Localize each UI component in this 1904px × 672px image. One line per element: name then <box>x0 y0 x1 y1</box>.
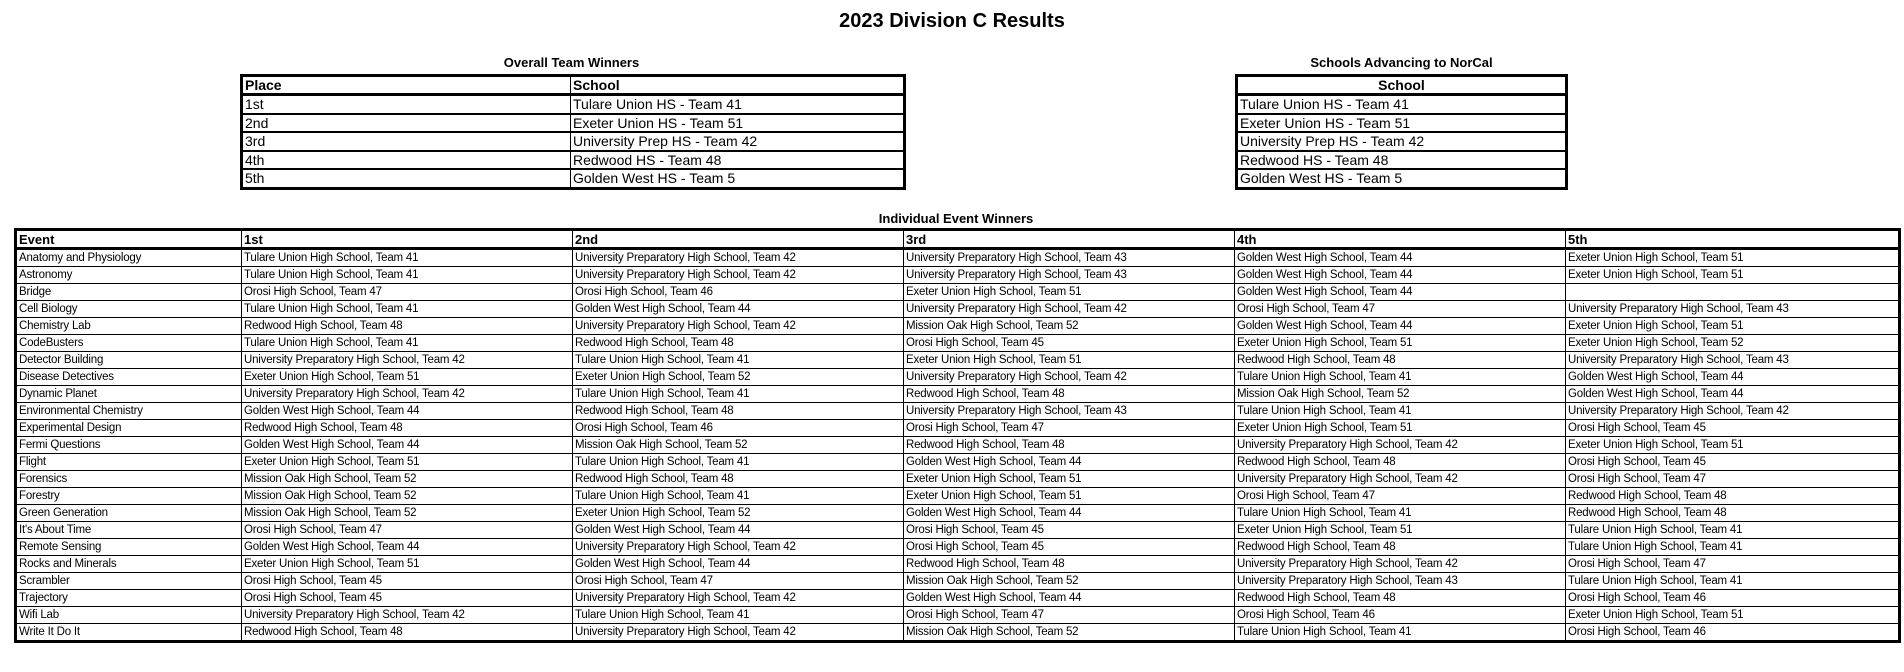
third-place-cell: Exeter Union High School, Team 51 <box>904 284 1235 301</box>
event-name-cell: Write It Do It <box>16 624 242 642</box>
event-row <box>16 403 1900 420</box>
overall-row <box>242 114 905 133</box>
school-cell: University Prep HS - Team 42 <box>1237 132 1567 151</box>
fifth-place-cell: Golden West High School, Team 44 <box>1566 369 1900 386</box>
event-row <box>16 505 1900 522</box>
overall-row <box>242 132 905 151</box>
first-place-cell: Redwood High School, Team 48 <box>242 318 573 335</box>
second-place-cell: Orosi High School, Team 46 <box>573 420 904 437</box>
second-place-cell: University Preparatory High School, Team 42 <box>573 624 904 642</box>
fifth-place-cell: University Preparatory High School, Team 43 <box>1566 352 1900 369</box>
fifth-place-cell: Orosi High School, Team 45 <box>1566 454 1900 471</box>
event-row <box>16 301 1900 318</box>
school-cell: University Prep HS - Team 42 <box>571 132 905 151</box>
fifth-place-cell: University Preparatory High School, Team 43 <box>1566 301 1900 318</box>
event-name-cell: Scrambler <box>16 573 242 590</box>
event-row <box>16 488 1900 505</box>
first-place-cell: Orosi High School, Team 47 <box>242 284 573 301</box>
overall-header-row <box>242 76 905 95</box>
events-header-2nd: 2nd <box>573 230 904 249</box>
event-name-cell: Detector Building <box>16 352 242 369</box>
event-row <box>16 335 1900 352</box>
events-header-3rd: 3rd <box>904 230 1235 249</box>
advancing-row <box>1237 151 1567 170</box>
first-place-cell: Golden West High School, Team 44 <box>242 437 573 454</box>
event-row <box>16 420 1900 437</box>
page-title: 2023 Division C Results <box>839 10 1065 32</box>
school-cell: Tulare Union HS - Team 41 <box>1237 95 1567 114</box>
event-row <box>16 249 1900 267</box>
event-row <box>16 607 1900 624</box>
fifth-place-cell: Orosi High School, Team 46 <box>1566 590 1900 607</box>
advancing-header-school: School <box>1237 76 1567 95</box>
event-name-cell: Dynamic Planet <box>16 386 242 403</box>
event-row <box>16 352 1900 369</box>
event-row <box>16 318 1900 335</box>
event-name-cell: Trajectory <box>16 590 242 607</box>
third-place-cell: University Preparatory High School, Team 43 <box>904 267 1235 284</box>
first-place-cell: Golden West High School, Team 44 <box>242 403 573 420</box>
third-place-cell: Exeter Union High School, Team 51 <box>904 352 1235 369</box>
event-name-cell: Wifi Lab <box>16 607 242 624</box>
events-header-row <box>16 230 1900 249</box>
overall-row <box>242 169 905 188</box>
event-winners-table <box>14 228 1901 643</box>
second-place-cell: Mission Oak High School, Team 52 <box>573 437 904 454</box>
school-cell: Exeter Union HS - Team 51 <box>571 114 905 133</box>
event-name-cell: Environmental Chemistry <box>16 403 242 420</box>
advancing-row <box>1237 114 1567 133</box>
fourth-place-cell: Tulare Union High School, Team 41 <box>1235 403 1566 420</box>
first-place-cell: Exeter Union High School, Team 51 <box>242 556 573 573</box>
event-name-cell: Remote Sensing <box>16 539 242 556</box>
fifth-place-cell: Tulare Union High School, Team 41 <box>1566 539 1900 556</box>
second-place-cell: University Preparatory High School, Team 42 <box>573 249 904 267</box>
second-place-cell: Orosi High School, Team 47 <box>573 573 904 590</box>
event-name-cell: Rocks and Minerals <box>16 556 242 573</box>
second-place-cell: Golden West High School, Team 44 <box>573 522 904 539</box>
fifth-place-cell <box>1566 284 1900 301</box>
first-place-cell: University Preparatory High School, Team 42 <box>242 352 573 369</box>
third-place-cell: Mission Oak High School, Team 52 <box>904 624 1235 642</box>
third-place-cell: Mission Oak High School, Team 52 <box>904 318 1235 335</box>
fifth-place-cell: Orosi High School, Team 46 <box>1568 626 1706 638</box>
school-cell: Golden West HS - Team 5 <box>571 169 905 188</box>
events-header-4th: 4th <box>1235 230 1566 249</box>
event-row <box>16 437 1900 454</box>
fifth-place-cell: Exeter Union High School, Team 51 <box>1566 318 1900 335</box>
fifth-place-cell: Exeter Union High School, Team 51 <box>1566 437 1900 454</box>
school-cell: Redwood HS - Team 48 <box>1237 151 1567 170</box>
third-place-cell: Exeter Union High School, Team 51 <box>904 488 1235 505</box>
third-place-cell: Orosi High School, Team 45 <box>904 539 1235 556</box>
event-row <box>16 267 1900 284</box>
fourth-place-cell: Exeter Union High School, Team 51 <box>1235 522 1566 539</box>
event-row <box>16 284 1900 301</box>
fifth-place-cell: Exeter Union High School, Team 52 <box>1566 335 1900 352</box>
fourth-place-cell: Mission Oak High School, Team 52 <box>1235 386 1566 403</box>
first-place-cell: Mission Oak High School, Team 52 <box>242 488 573 505</box>
first-place-cell: Tulare Union High School, Team 41 <box>242 249 573 267</box>
school-cell: Redwood HS - Team 48 <box>571 151 905 170</box>
first-place-cell: Orosi High School, Team 47 <box>242 522 573 539</box>
event-row <box>16 539 1900 556</box>
third-place-cell: University Preparatory High School, Team 42 <box>904 301 1235 318</box>
second-place-cell: University Preparatory High School, Team 42 <box>573 539 904 556</box>
school-cell: Golden West HS - Team 5 <box>1240 170 1403 187</box>
fourth-place-cell: Golden West High School, Team 44 <box>1235 249 1566 267</box>
fourth-place-cell: Exeter Union High School, Team 51 <box>1235 335 1566 352</box>
third-place-cell: University Preparatory High School, Team 43 <box>904 249 1235 267</box>
first-place-cell: Redwood High School, Team 48 <box>242 420 573 437</box>
event-row <box>16 556 1900 573</box>
event-name-cell: Flight <box>16 454 242 471</box>
overall-header-place: Place <box>242 76 571 95</box>
fifth-place-cell: Redwood High School, Team 48 <box>1566 505 1900 522</box>
fourth-place-cell: University Preparatory High School, Team 43 <box>1235 573 1566 590</box>
events-header-1st: 1st <box>242 230 573 249</box>
second-place-cell: Exeter Union High School, Team 52 <box>573 505 904 522</box>
event-name-cell: Cell Biology <box>16 301 242 318</box>
event-row <box>16 573 1900 590</box>
first-place-cell: Tulare Union High School, Team 41 <box>242 335 573 352</box>
place-cell: 2nd <box>242 114 571 133</box>
second-place-cell: Redwood High School, Team 48 <box>573 471 904 488</box>
first-place-cell: Exeter Union High School, Team 51 <box>242 454 573 471</box>
events-header-event: Event <box>16 230 242 249</box>
first-place-cell: University Preparatory High School, Team 42 <box>242 386 573 403</box>
school-cell: Tulare Union HS - Team 41 <box>571 95 905 114</box>
fifth-place-cell: Tulare Union High School, Team 41 <box>1566 573 1900 590</box>
fourth-place-cell: Orosi High School, Team 47 <box>1235 488 1566 505</box>
event-row <box>16 522 1900 539</box>
fourth-place-cell: Exeter Union High School, Team 51 <box>1235 420 1566 437</box>
fifth-place-cell: Tulare Union High School, Team 41 <box>1566 522 1900 539</box>
fourth-place-cell: University Preparatory High School, Team 42 <box>1235 471 1566 488</box>
second-place-cell: Golden West High School, Team 44 <box>573 301 904 318</box>
fourth-place-cell: Redwood High School, Team 48 <box>1235 590 1566 607</box>
first-place-cell: University Preparatory High School, Team 42 <box>242 607 573 624</box>
first-place-cell: Mission Oak High School, Team 52 <box>242 471 573 488</box>
first-place-cell: Mission Oak High School, Team 52 <box>242 505 573 522</box>
fourth-place-cell: Tulare Union High School, Team 41 <box>1235 624 1566 642</box>
place-cell: 4th <box>242 151 571 170</box>
third-place-cell: Orosi High School, Team 45 <box>904 522 1235 539</box>
fifth-place-cell: Golden West High School, Team 44 <box>1566 386 1900 403</box>
first-place-cell: Orosi High School, Team 45 <box>242 573 573 590</box>
third-place-cell: Redwood High School, Team 48 <box>904 556 1235 573</box>
fifth-place-cell: Exeter Union High School, Team 51 <box>1566 267 1900 284</box>
fifth-place-cell: University Preparatory High School, Team 42 <box>1566 403 1900 420</box>
advancing-header-row <box>1237 76 1567 95</box>
overall-winners-title: Overall Team Winners <box>503 55 640 70</box>
second-place-cell: Tulare Union High School, Team 41 <box>573 454 904 471</box>
event-name-cell: Experimental Design <box>16 420 242 437</box>
fourth-place-cell: Redwood High School, Team 48 <box>1235 539 1566 556</box>
school-cell: Exeter Union HS - Team 51 <box>1237 114 1567 133</box>
fifth-place-cell: Redwood High School, Team 48 <box>1566 488 1900 505</box>
third-place-cell: University Preparatory High School, Team 42 <box>904 369 1235 386</box>
first-place-cell: Golden West High School, Team 44 <box>242 539 573 556</box>
fifth-place-cell: Orosi High School, Team 45 <box>1566 420 1900 437</box>
second-place-cell: University Preparatory High School, Team 42 <box>573 267 904 284</box>
event-row <box>16 624 1900 642</box>
event-name-cell: Fermi Questions <box>16 437 242 454</box>
fifth-place-cell: Exeter Union High School, Team 51 <box>1566 249 1900 267</box>
fifth-place-cell: Exeter Union High School, Team 51 <box>1566 607 1900 624</box>
second-place-cell: Tulare Union High School, Team 41 <box>573 386 904 403</box>
second-place-cell: Tulare Union High School, Team 41 <box>573 488 904 505</box>
event-row <box>16 471 1900 488</box>
place-cell: 3rd <box>242 132 571 151</box>
fourth-place-cell: Golden West High School, Team 44 <box>1235 318 1566 335</box>
second-place-cell: Tulare Union High School, Team 41 <box>573 607 904 624</box>
third-place-cell: Exeter Union High School, Team 51 <box>904 471 1235 488</box>
overall-header-school: School <box>571 76 905 95</box>
event-name-cell: Forensics <box>16 471 242 488</box>
first-place-cell: Tulare Union High School, Team 41 <box>242 301 573 318</box>
event-name-cell: Green Generation <box>16 505 242 522</box>
third-place-cell: Redwood High School, Team 48 <box>904 437 1235 454</box>
event-name-cell: Astronomy <box>16 267 242 284</box>
overall-row <box>242 95 905 114</box>
fourth-place-cell: Tulare Union High School, Team 41 <box>1235 369 1566 386</box>
overall-winners-table <box>240 74 906 190</box>
event-row <box>16 386 1900 403</box>
fifth-place-cell: Orosi High School, Team 47 <box>1566 471 1900 488</box>
event-row <box>16 590 1900 607</box>
event-name-cell: Forestry <box>16 488 242 505</box>
second-place-cell: Redwood High School, Team 48 <box>573 335 904 352</box>
second-place-cell: Golden West High School, Team 44 <box>573 556 904 573</box>
event-name-cell: Disease Detectives <box>16 369 242 386</box>
first-place-cell: Orosi High School, Team 45 <box>242 590 573 607</box>
third-place-cell: University Preparatory High School, Team 43 <box>904 403 1235 420</box>
event-name-cell: Bridge <box>16 284 242 301</box>
second-place-cell: Exeter Union High School, Team 52 <box>573 369 904 386</box>
third-place-cell: Mission Oak High School, Team 52 <box>904 573 1235 590</box>
third-place-cell: Orosi High School, Team 47 <box>904 607 1235 624</box>
fourth-place-cell: Redwood High School, Team 48 <box>1235 454 1566 471</box>
events-header-5th: 5th <box>1566 230 1900 249</box>
fourth-place-cell: University Preparatory High School, Team 42 <box>1235 437 1566 454</box>
advancing-row <box>1237 169 1567 188</box>
second-place-cell: Redwood High School, Team 48 <box>573 403 904 420</box>
third-place-cell: Golden West High School, Team 44 <box>904 454 1235 471</box>
event-name-cell: It's About Time <box>16 522 242 539</box>
overall-row <box>242 151 905 170</box>
first-place-cell: Tulare Union High School, Team 41 <box>242 267 573 284</box>
fourth-place-cell: Redwood High School, Team 48 <box>1235 352 1566 369</box>
third-place-cell: Golden West High School, Team 44 <box>904 590 1235 607</box>
second-place-cell: Orosi High School, Team 46 <box>573 284 904 301</box>
second-place-cell: University Preparatory High School, Team 42 <box>573 318 904 335</box>
place-cell: 5th <box>242 169 571 188</box>
fourth-place-cell: Orosi High School, Team 46 <box>1235 607 1566 624</box>
advancing-row <box>1237 95 1567 114</box>
advancing-title: Schools Advancing to NorCal <box>1310 55 1493 70</box>
event-name-cell: CodeBusters <box>16 335 242 352</box>
event-row <box>16 369 1900 386</box>
event-row <box>16 454 1900 471</box>
advancing-row <box>1237 132 1567 151</box>
fifth-place-cell: Orosi High School, Team 47 <box>1566 556 1900 573</box>
second-place-cell: University Preparatory High School, Team 42 <box>573 590 904 607</box>
advancing-table <box>1235 74 1568 190</box>
third-place-cell: Golden West High School, Team 44 <box>904 505 1235 522</box>
fourth-place-cell: Orosi High School, Team 47 <box>1235 301 1566 318</box>
third-place-cell: Redwood High School, Team 48 <box>904 386 1235 403</box>
second-place-cell: Tulare Union High School, Team 41 <box>573 352 904 369</box>
first-place-cell: Exeter Union High School, Team 51 <box>242 369 573 386</box>
place-cell: 1st <box>242 95 571 114</box>
third-place-cell: Orosi High School, Team 45 <box>904 335 1235 352</box>
first-place-cell: Redwood High School, Team 48 <box>242 624 573 642</box>
third-place-cell: Orosi High School, Team 47 <box>904 420 1235 437</box>
event-winners-title: Individual Event Winners <box>878 211 1034 226</box>
fourth-place-cell: University Preparatory High School, Team 42 <box>1235 556 1566 573</box>
event-name-cell: Chemistry Lab <box>16 318 242 335</box>
event-name-cell: Anatomy and Physiology <box>16 249 242 267</box>
fourth-place-cell: Golden West High School, Team 44 <box>1235 284 1566 301</box>
fourth-place-cell: Golden West High School, Team 44 <box>1235 267 1566 284</box>
fourth-place-cell: Tulare Union High School, Team 41 <box>1235 505 1566 522</box>
